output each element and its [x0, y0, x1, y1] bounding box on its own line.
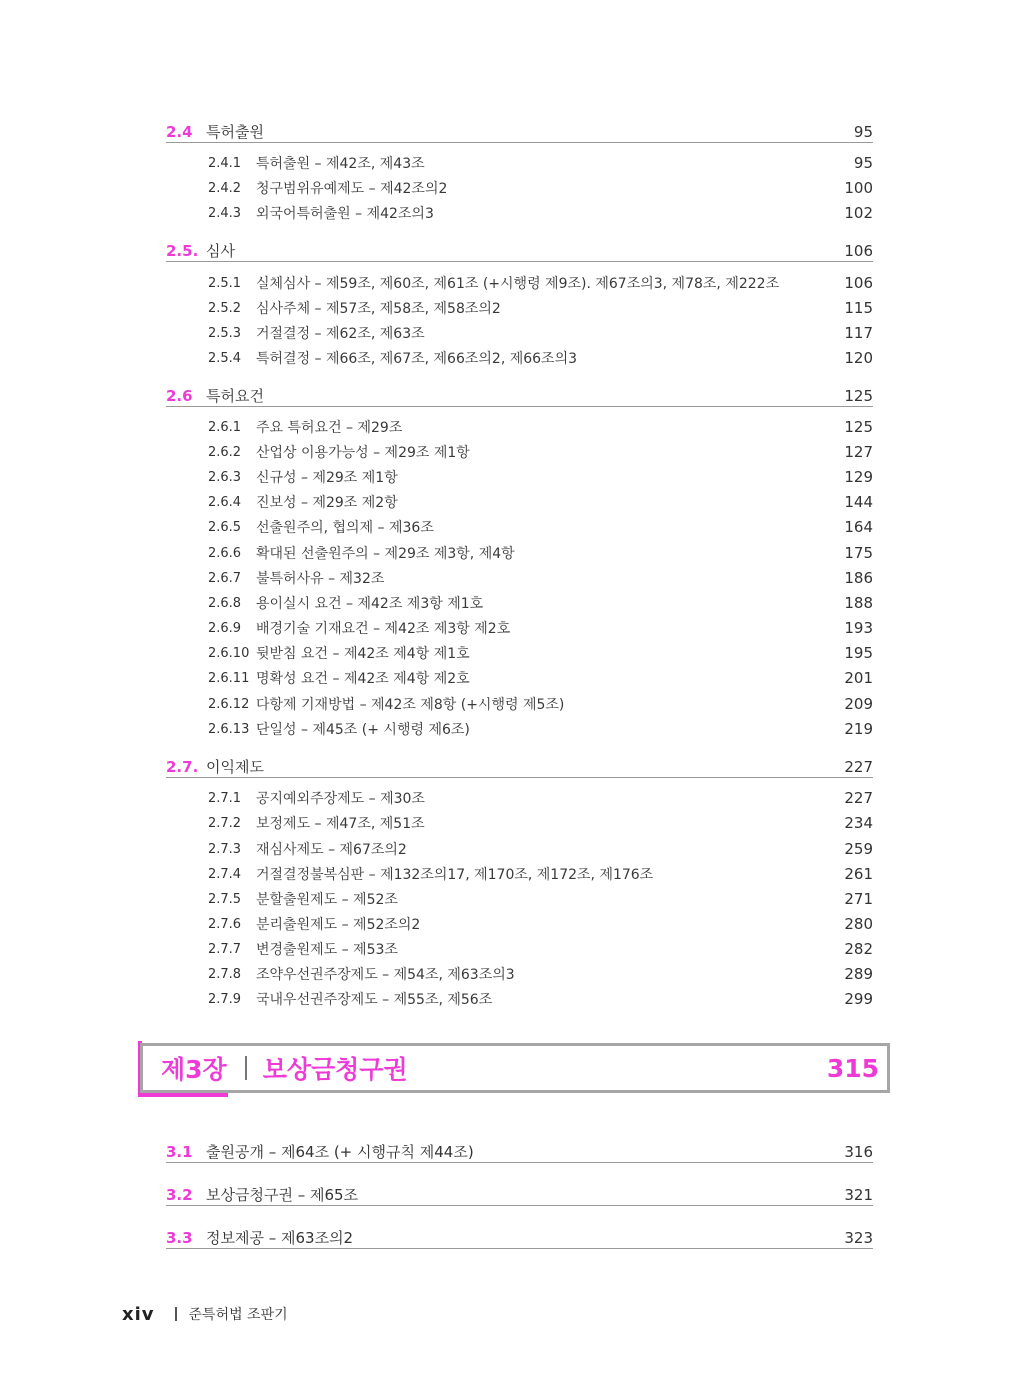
toc-section-heading[interactable] — [166, 380, 873, 407]
chapter-heading[interactable] — [140, 1043, 890, 1093]
toc-entry[interactable] — [208, 719, 873, 739]
toc-entry[interactable] — [208, 989, 873, 1009]
section-number: 3.2 — [166, 1186, 193, 1204]
entry-title: 특허출원 – 제42조, 제43조 — [256, 156, 425, 172]
toc-entry[interactable] — [208, 668, 873, 688]
toc-entry[interactable] — [208, 694, 873, 714]
entry-page-number: 227 — [844, 789, 873, 807]
entry-page-number: 164 — [844, 518, 873, 536]
section-number: 2.5. — [166, 242, 199, 260]
entry-number: 2.6.4 — [208, 494, 242, 510]
chapter-accent-underline — [138, 1093, 228, 1097]
chapter-title: 보상금청구권 — [262, 1055, 408, 1084]
entry-page-number: 219 — [844, 720, 873, 738]
entry-number: 2.4.3 — [208, 205, 242, 221]
entry-number: 2.7.2 — [208, 815, 242, 831]
entry-title: 외국어특허출원 – 제42조의3 — [256, 206, 434, 222]
section-number: 3.3 — [166, 1229, 193, 1247]
running-book-title: 준특허법 조판기 — [188, 1307, 288, 1323]
toc-entry[interactable] — [208, 203, 873, 223]
section-title: 정보제공 – 제63조의2 — [206, 1229, 354, 1247]
entry-title: 불특허사유 – 제32조 — [256, 571, 385, 587]
entry-page-number: 271 — [844, 890, 873, 908]
toc-entry[interactable] — [208, 839, 873, 859]
section-title: 심사 — [206, 242, 235, 260]
entry-title: 신규성 – 제29조 제1항 — [256, 470, 398, 486]
entry-number: 2.7.8 — [208, 966, 242, 982]
entry-page-number: 209 — [844, 695, 873, 713]
entry-title: 단일성 – 제45조 (+ 시행령 제6조) — [256, 722, 470, 738]
entry-page-number: 289 — [844, 965, 873, 983]
entry-number: 2.6.2 — [208, 444, 242, 460]
section-number: 2.7. — [166, 758, 199, 776]
entry-page-number: 201 — [844, 669, 873, 687]
toc-section-heading[interactable] — [166, 1136, 873, 1163]
toc-entry[interactable] — [208, 417, 873, 437]
section-page-number: 95 — [853, 123, 873, 141]
chapter-divider — [245, 1056, 247, 1080]
footer-divider — [175, 1307, 177, 1321]
entry-title: 주요 특허요건 – 제29조 — [256, 420, 403, 436]
entry-page-number: 102 — [844, 204, 873, 222]
entry-number: 2.4.2 — [208, 180, 242, 196]
entry-page-number: 115 — [844, 299, 873, 317]
toc-entry[interactable] — [208, 643, 873, 663]
entry-title: 산업상 이용가능성 – 제29조 제1항 — [256, 445, 470, 461]
toc-entry[interactable] — [208, 939, 873, 959]
toc-entry[interactable] — [208, 788, 873, 808]
entry-title: 거절결정 – 제62조, 제63조 — [256, 326, 425, 342]
entry-number: 2.5.3 — [208, 325, 242, 341]
entry-title: 실체심사 – 제59조, 제60조, 제61조 (+시행령 제9조). 제67조의3, 제78조, 제222조 — [256, 276, 780, 292]
entry-number: 2.6.13 — [208, 721, 250, 737]
entry-page-number: 282 — [844, 940, 873, 958]
entry-page-number: 186 — [844, 569, 873, 587]
entry-title: 특허결정 – 제66조, 제67조, 제66조의2, 제66조의3 — [256, 351, 578, 367]
entry-page-number: 125 — [844, 418, 873, 436]
entry-page-number: 117 — [844, 324, 873, 342]
entry-title: 심사주체 – 제57조, 제58조, 제58조의2 — [256, 301, 501, 317]
toc-section-heading[interactable] — [166, 116, 873, 143]
entry-number: 2.7.5 — [208, 891, 242, 907]
entry-page-number: 129 — [844, 468, 873, 486]
toc-entry[interactable] — [208, 467, 873, 487]
entry-number: 2.6.7 — [208, 570, 242, 586]
page-footer — [122, 1302, 288, 1326]
entry-number: 2.4.1 — [208, 155, 242, 171]
toc-section-heading[interactable] — [166, 1222, 873, 1249]
toc-entry[interactable] — [208, 517, 873, 537]
entry-number: 2.6.3 — [208, 469, 242, 485]
chapter-number: 제3장 — [161, 1055, 227, 1084]
entry-title: 진보성 – 제29조 제2항 — [256, 495, 398, 511]
section-title: 특허출원 — [206, 123, 264, 141]
toc-entry[interactable] — [208, 568, 873, 588]
entry-number: 2.6.6 — [208, 545, 242, 561]
entry-page-number: 127 — [844, 443, 873, 461]
folio-page-number: xiv — [122, 1303, 155, 1325]
entry-title: 뒷받침 요건 – 제42조 제4항 제1호 — [256, 646, 470, 662]
entry-number: 2.7.6 — [208, 916, 242, 932]
section-page-number: 227 — [844, 758, 873, 776]
entry-title: 명확성 요건 – 제42조 제4항 제2호 — [256, 671, 470, 687]
toc-entry[interactable] — [208, 492, 873, 512]
entry-number: 2.6.12 — [208, 696, 250, 712]
section-number: 2.4 — [166, 123, 193, 141]
entry-title: 변경출원제도 – 제53조 — [256, 942, 398, 958]
entry-number: 2.5.4 — [208, 350, 242, 366]
entry-title: 용이실시 요건 – 제42조 제3항 제1호 — [256, 596, 484, 612]
entry-number: 2.5.1 — [208, 275, 242, 291]
entry-number: 2.6.10 — [208, 645, 250, 661]
entry-number: 2.6.8 — [208, 595, 242, 611]
entry-title: 분할출원제도 – 제52조 — [256, 892, 398, 908]
section-page-number: 316 — [844, 1143, 873, 1161]
entry-number: 2.6.9 — [208, 620, 242, 636]
section-title: 특허요건 — [206, 387, 264, 405]
entry-number: 2.7.1 — [208, 790, 242, 806]
toc-entry[interactable] — [208, 323, 873, 343]
toc-entry[interactable] — [208, 889, 873, 909]
entry-title: 선출원주의, 협의제 – 제36조 — [256, 520, 434, 536]
entry-number: 2.7.7 — [208, 941, 242, 957]
entry-page-number: 100 — [844, 179, 873, 197]
chapter-page-number: 315 — [826, 1053, 879, 1083]
toc-entry[interactable] — [208, 298, 873, 318]
section-page-number: 106 — [844, 242, 873, 260]
toc-entry[interactable] — [208, 348, 873, 368]
entry-page-number: 106 — [844, 274, 873, 292]
toc-section-heading[interactable] — [166, 1179, 873, 1206]
toc-entry[interactable] — [208, 153, 873, 173]
toc-entry[interactable] — [208, 593, 873, 613]
entry-page-number: 175 — [844, 544, 873, 562]
section-page-number: 125 — [844, 387, 873, 405]
entry-page-number: 95 — [853, 154, 873, 172]
entry-title: 배경기술 기재요건 – 제42조 제3항 제2호 — [256, 621, 511, 637]
toc-entry[interactable] — [208, 442, 873, 462]
entry-page-number: 234 — [844, 814, 873, 832]
toc-section-heading[interactable] — [166, 235, 873, 262]
entry-page-number: 144 — [844, 493, 873, 511]
toc-entry[interactable] — [208, 273, 873, 293]
entry-number: 2.6.5 — [208, 519, 242, 535]
section-title: 출원공개 – 제64조 (+ 시행규칙 제44조) — [206, 1143, 474, 1161]
section-number: 2.6 — [166, 387, 193, 405]
toc-entry[interactable] — [208, 178, 873, 198]
entry-page-number: 188 — [844, 594, 873, 612]
toc-entry[interactable] — [208, 964, 873, 984]
section-number: 3.1 — [166, 1143, 193, 1161]
entry-number: 2.7.3 — [208, 841, 242, 857]
entry-page-number: 195 — [844, 644, 873, 662]
toc-entry[interactable] — [208, 618, 873, 638]
entry-page-number: 259 — [844, 840, 873, 858]
entry-title: 청구범위유예제도 – 제42조의2 — [256, 181, 448, 197]
entry-title: 보정제도 – 제47조, 제51조 — [256, 816, 425, 832]
entry-number: 2.7.9 — [208, 991, 242, 1007]
entry-page-number: 299 — [844, 990, 873, 1008]
section-page-number: 321 — [844, 1186, 873, 1204]
entry-title: 재심사제도 – 제67조의2 — [256, 842, 407, 858]
entry-page-number: 193 — [844, 619, 873, 637]
entry-title: 공지예외주장제도 – 제30조 — [256, 791, 425, 807]
entry-title: 국내우선권주장제도 – 제55조, 제56조 — [256, 992, 493, 1008]
section-page-number: 323 — [844, 1229, 873, 1247]
entry-title: 거절결정불복심판 – 제132조의17, 제170조, 제172조, 제176조 — [256, 867, 654, 883]
entry-page-number: 280 — [844, 915, 873, 933]
section-title: 보상금청구권 – 제65조 — [206, 1186, 359, 1204]
entry-page-number: 261 — [844, 865, 873, 883]
toc-entry[interactable] — [208, 864, 873, 884]
entry-title: 다항제 기재방법 – 제42조 제8항 (+시행령 제5조) — [256, 697, 565, 713]
entry-number: 2.7.4 — [208, 866, 242, 882]
entry-number: 2.6.1 — [208, 419, 242, 435]
entry-number: 2.6.11 — [208, 670, 250, 686]
toc-entry[interactable] — [208, 543, 873, 563]
entry-page-number: 120 — [844, 349, 873, 367]
entry-number: 2.5.2 — [208, 300, 242, 316]
toc-entry[interactable] — [208, 914, 873, 934]
entry-title: 조약우선권주장제도 – 제54조, 제63조의3 — [256, 967, 515, 983]
section-title: 이익제도 — [206, 758, 264, 776]
entry-title: 분리출원제도 – 제52조의2 — [256, 917, 421, 933]
toc-section-heading[interactable] — [166, 751, 873, 778]
entry-title: 확대된 선출원주의 – 제29조 제3항, 제4항 — [256, 546, 515, 562]
toc-entry[interactable] — [208, 813, 873, 833]
